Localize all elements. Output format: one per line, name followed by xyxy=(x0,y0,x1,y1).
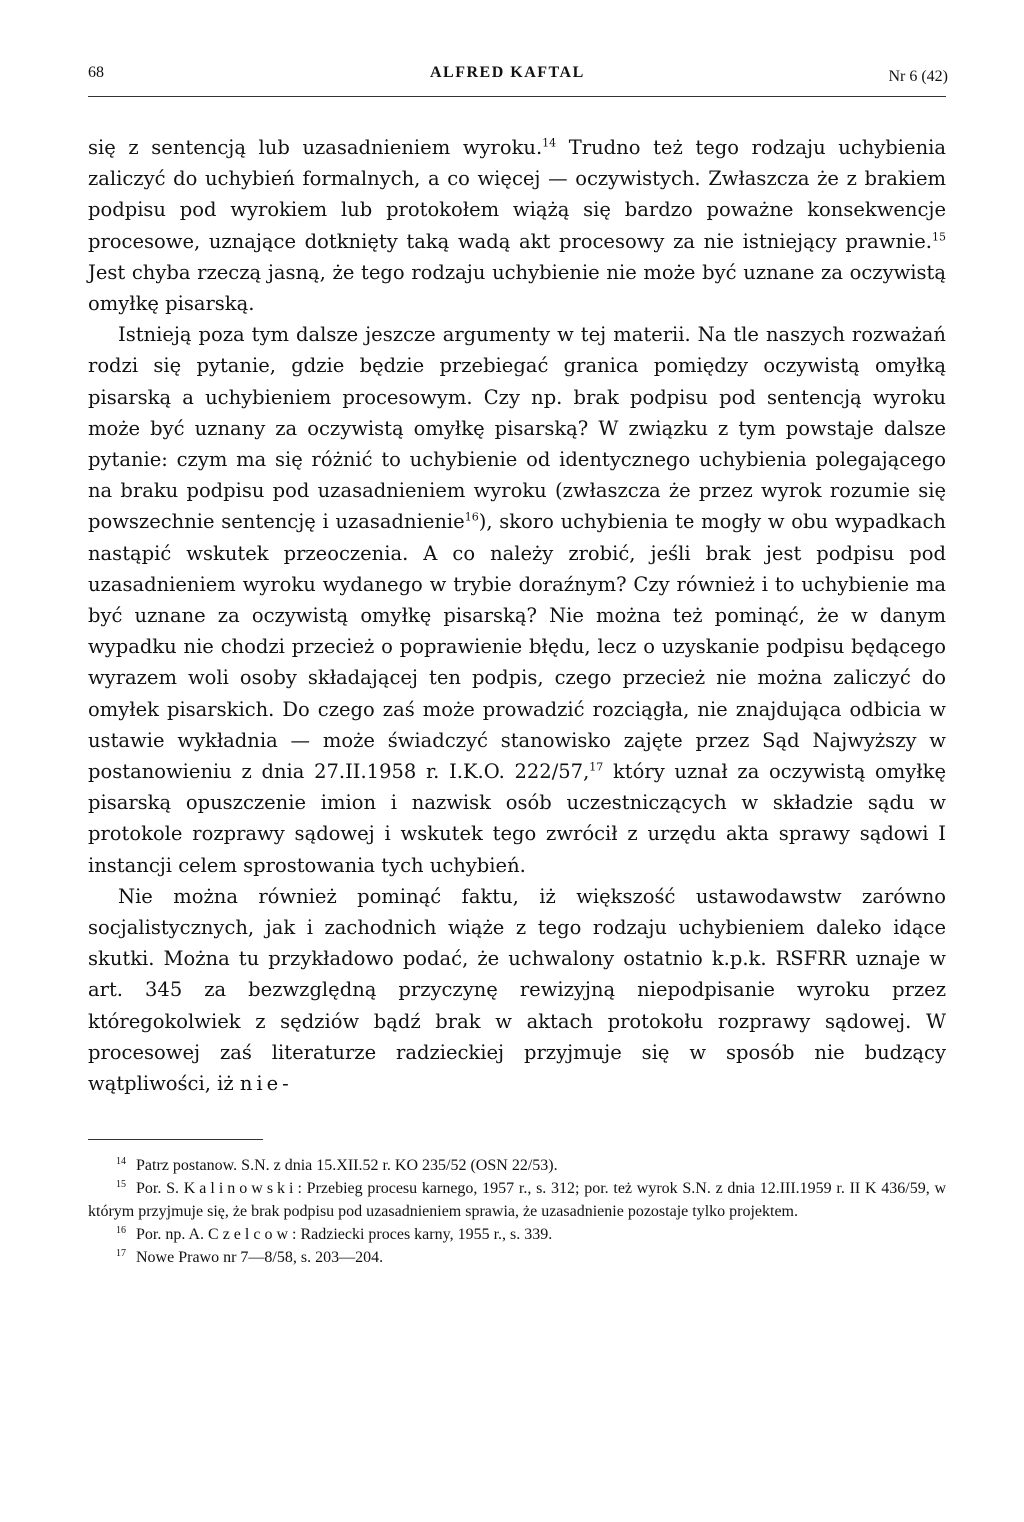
footnote-ref-16[interactable]: 16 xyxy=(464,510,479,524)
footnotes xyxy=(88,1154,946,1269)
paragraph-3 xyxy=(88,881,946,1099)
footnote-15 xyxy=(88,1177,946,1223)
running-head-author: ALFRED KAFTAL xyxy=(430,64,585,81)
footnote-ref-14[interactable]: 14 xyxy=(542,136,557,150)
paragraph-1-text-2: Trudno też tego rodzaju uchybienia zaliczyć do uchybień formalnych, a co więcej — oczywistych. Zwłaszcza że z brakiem podpisu pod wyrokiem lub protokołem wiążą się bardzo poważne konsekwencje procesowe, uznające dotknięty taką wadą akt procesowy za nie istniejący prawnie. xyxy=(88,136,946,253)
footnote-14 xyxy=(88,1154,946,1177)
header-rule xyxy=(88,96,946,97)
footnote-ref-15[interactable]: 15 xyxy=(932,230,946,244)
paragraph-2 xyxy=(88,319,946,881)
footnote-16 xyxy=(88,1223,946,1246)
paragraph-1-text-3: Jest chyba rzeczą jasną, że tego rodzaju uchybienie nie może być uznane za oczywistą omyłkę pisarską. xyxy=(88,260,946,316)
paragraph-1-text-1: się z sentencją lub uzasadnieniem wyroku. xyxy=(88,136,543,159)
issue-number: Nr 6 (42) xyxy=(888,68,948,85)
paragraph-2-text-2: ), skoro uchybienia te mogły w obu wypadkach nastąpić wskutek przeoczenia. A co należy zrobić, jeśli brak jest podpisu pod uzasadnieniem wyroku wydanego w trybie doraźnym? Czy również i to uchybienie ma być uznane za oczywistą omyłkę pisarską? Nie można też pominąć, że w danym wypadku nie chodzi przecież o poprawienie błędu, lecz o uzyskanie podpisu będącego wyrazem woli osoby składającej ten podpis, czego przecież nie można zaliczyć do omyłek pisarskich. Do czego zaś może prowadzić rozciągła, nie znajdująca odbicia w ustawie wykładnia — może świadczyć stanowisko zajęte przez Sąd Najwyższy w postanowieniu z dnia 27.II.1958 r. I.K.O. 222/57, xyxy=(88,510,946,784)
footnote-text: Patrz postanow. S.N. z dnia 15.XII.52 r. KO 235/52 (OSN 22/53). xyxy=(136,1157,558,1175)
footnote-text: Por. np. A. xyxy=(136,1226,209,1244)
footnote-text: : Przebieg procesu karnego, 1957 r., s. 312; por. też wyrok S.N. z dnia 12.III.1959 r. II K 436/59, w którym przyjmuje się, że brak podpisu pod uzasadnieniem sprawia, że uzasadnienie pozostaje tylko projektem. xyxy=(88,1180,946,1221)
paragraph-2-text-3: który uznał za oczywistą omyłkę pisarską opuszczenie imion i nazwisk osób uczestniczących w składzie sądu w protokole rozprawy sądowej i wskutek tego zwrócił z urzędu akta sprawy sądowi I instancji celem sprostowania tych uchybień. xyxy=(88,760,946,877)
footnote-text: : Radziecki proces karny, 1955 r., s. 339. xyxy=(292,1226,553,1244)
footnote-text: Por. S. xyxy=(136,1180,184,1198)
footnote-author-spaced: Kalinowski xyxy=(183,1180,298,1198)
footnote-number: 17 xyxy=(116,1247,126,1259)
footnote-number: 15 xyxy=(116,1178,126,1190)
paragraph-3-text-1: Nie można również pominąć faktu, iż większość ustawodawstw zarówno socjalistycznych, jak i zachodnich wiąże z tego rodzaju uchybieniem daleko idące skutki. Można tu przykładowo podać, że uchwalony ostatnio k.p.k. RSFRR uznaje w art. 345 za bezwzględną przyczynę rewizyjną niepodpisanie wyroku przez któregokolwiek z sędziów bądź brak w aktach protokołu rozprawy sądowej. W procesowej zaś literaturze radzieckiej przyjmuje się w sposób nie budzący wątpliwości, iż xyxy=(88,884,946,1096)
footnote-number: 16 xyxy=(116,1224,126,1236)
footnote-17 xyxy=(88,1246,946,1269)
footnote-text: Nowe Prawo nr 7—8/58, s. 203—204. xyxy=(136,1249,384,1267)
paragraph-1 xyxy=(88,132,946,319)
main-text xyxy=(88,132,946,1099)
footnote-ref-17[interactable]: 17 xyxy=(589,760,604,774)
footnote-number: 14 xyxy=(116,1155,126,1167)
footnote-rule xyxy=(88,1139,263,1140)
footnote-author-spaced: Czelcow xyxy=(208,1226,292,1244)
running-head xyxy=(88,60,946,94)
page-number: 68 xyxy=(88,64,104,81)
paragraph-2-text-1: Istnieją poza tym dalsze jeszcze argumenty w tej materii. Na tle naszych rozważań rodzi się pytanie, gdzie będzie przebiegać granica pomiędzy oczywistą omyłką pisarską a uchybieniem procesowym. Czy np. brak podpisu pod sentencją wyroku może być uznany za oczywistą omyłkę pisarską? W związku z tym powstaje dalsze pytanie: czym ma się różnić to uchybienie od identycznego uchybienia polegającego na braku podpisu pod uzasadnieniem wyroku (zwłaszcza że przez wyrok rozumie się powszechnie sentencję i uzasadnienie xyxy=(88,323,946,534)
paragraph-3-spaced-word: nie- xyxy=(239,1072,293,1096)
journal-page xyxy=(88,60,946,1269)
